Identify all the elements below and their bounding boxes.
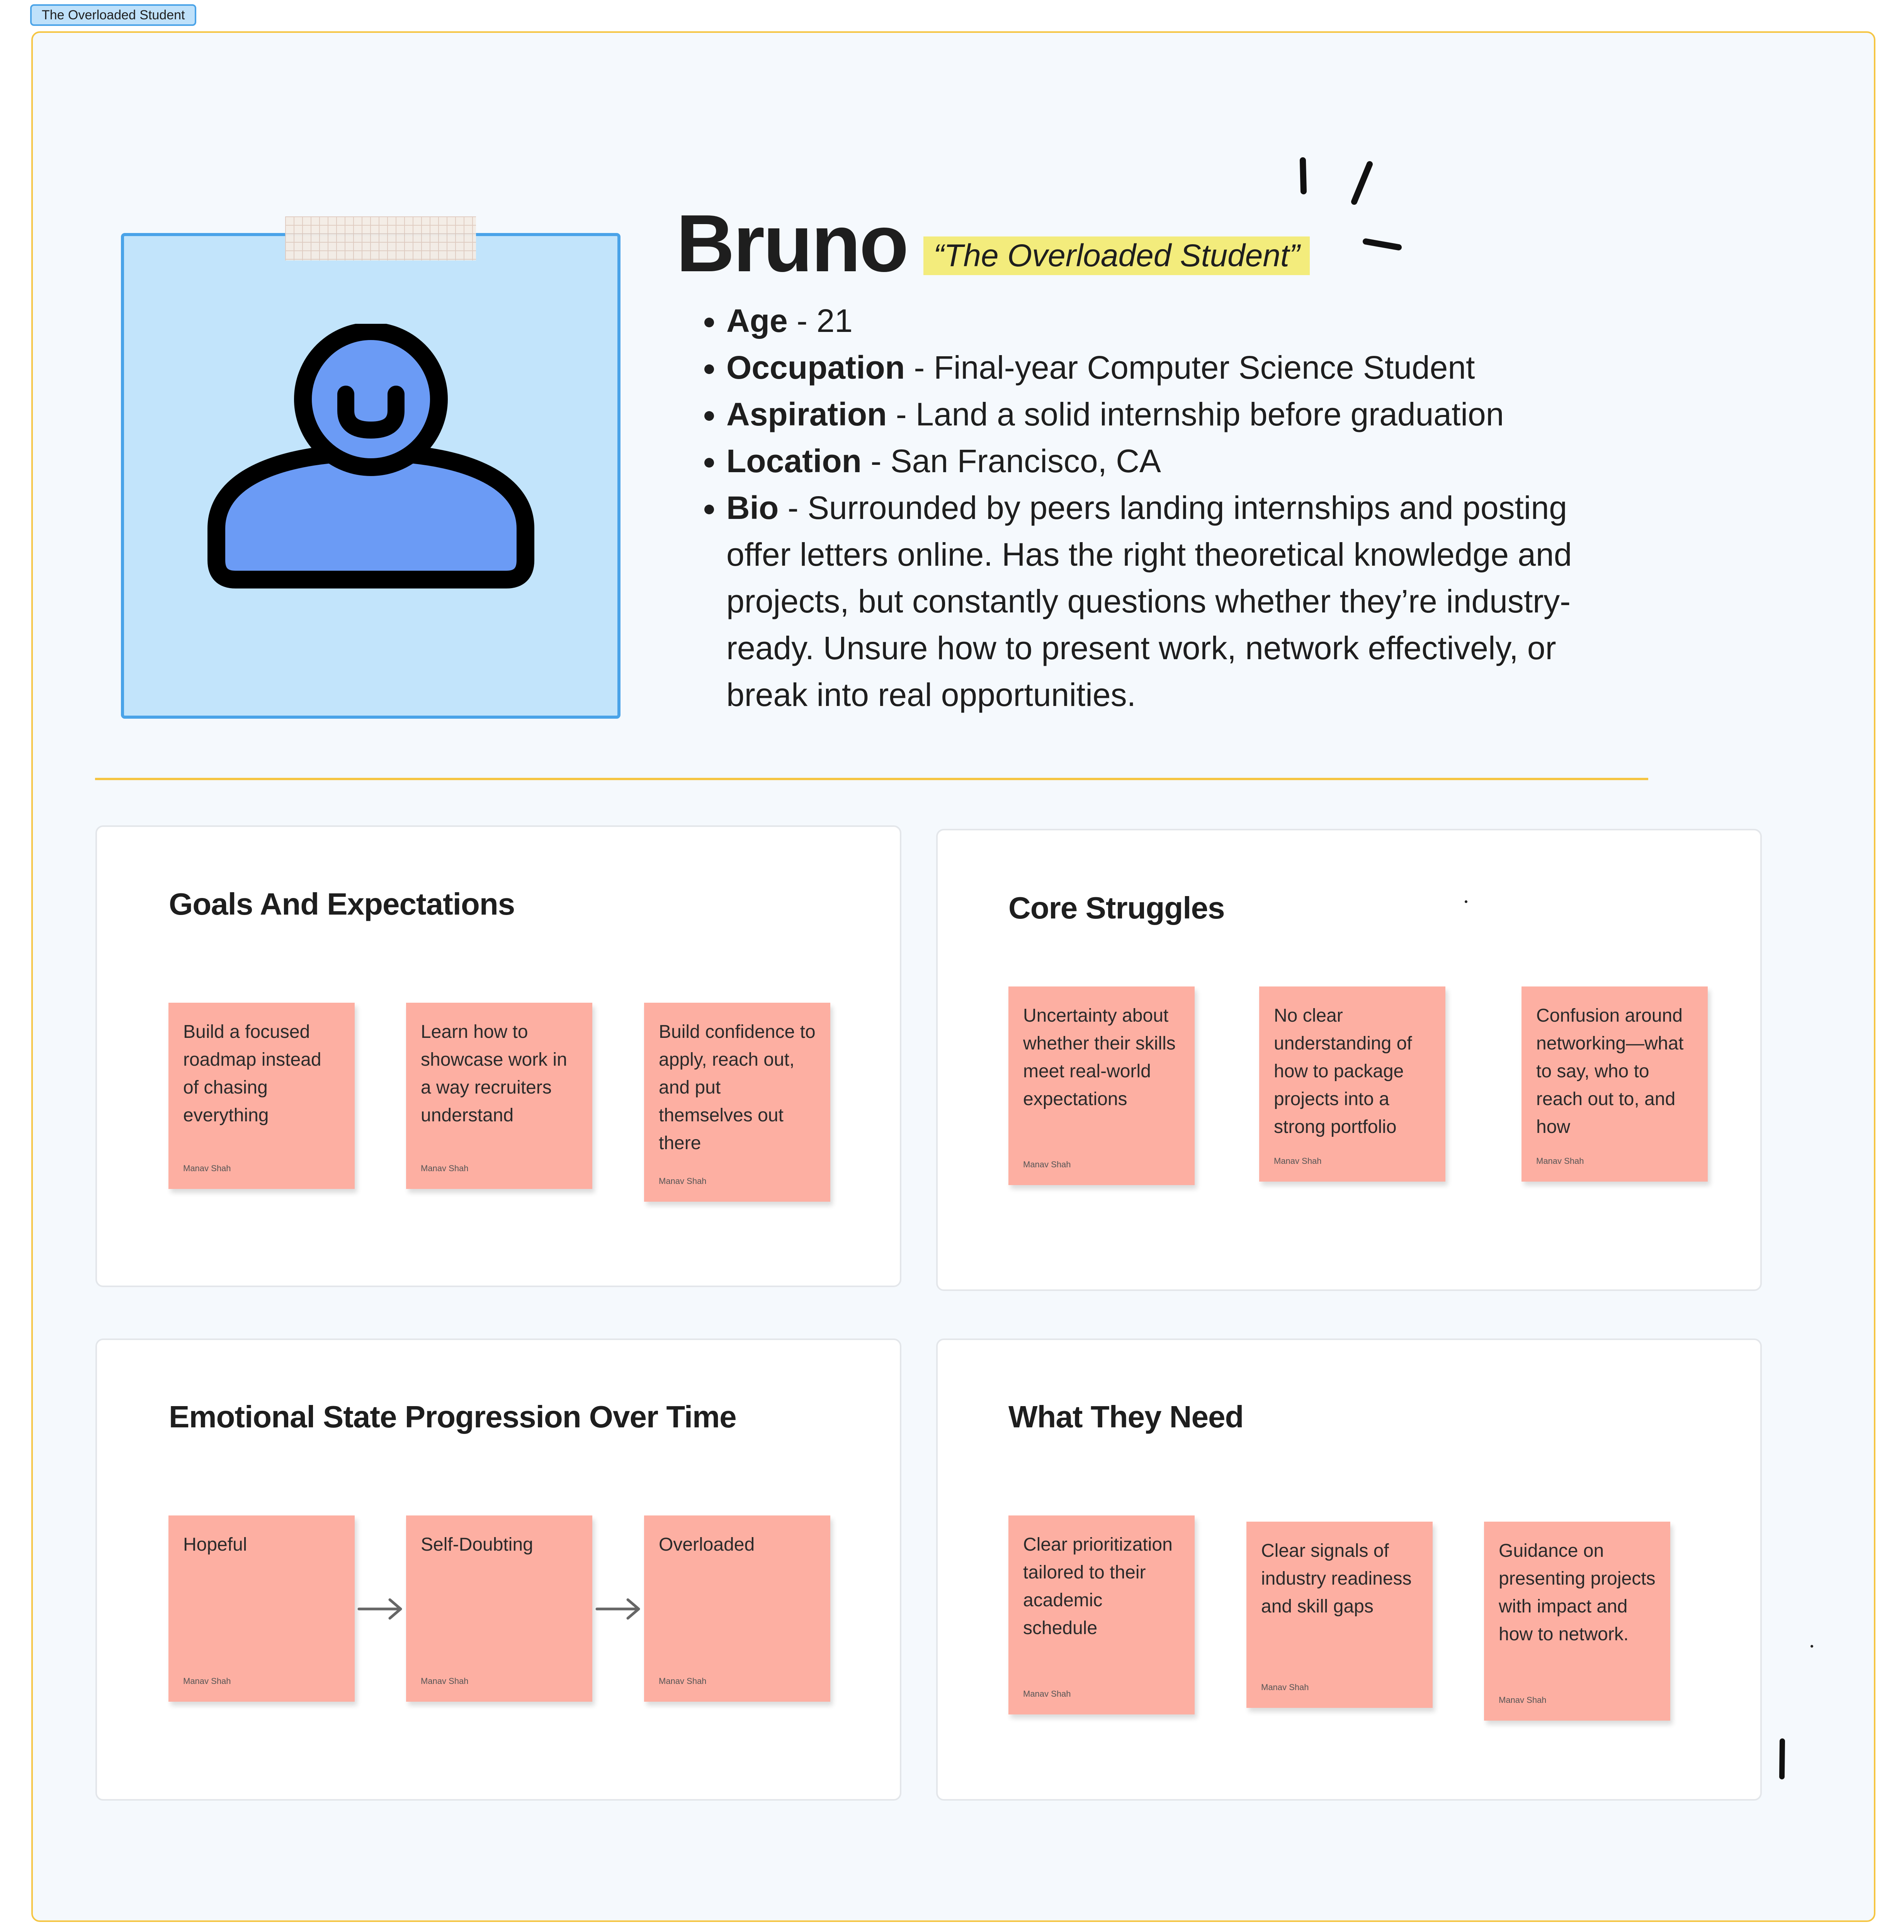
sticky-note-author: Manav Shah <box>1536 1156 1584 1166</box>
sticky-note-author: Manav Shah <box>1023 1160 1071 1169</box>
goals-title: Goals And Expectations <box>169 887 515 921</box>
sticky-note-author: Manav Shah <box>1261 1682 1309 1692</box>
persona-details-list <box>692 298 1634 718</box>
sticky-note-text: Hopeful <box>183 1534 247 1555</box>
sticky-note[interactable] <box>1522 986 1708 1182</box>
pen-stroke-doodle <box>1776 1738 1788 1781</box>
detail-occupation <box>726 344 1634 391</box>
sticky-note-author: Manav Shah <box>183 1163 231 1173</box>
detail-value: - Surrounded by peers landing internships and posting offer letters online. Has the right theoretical knowledge and projects, but constantly questions whether they’re industry-ready. Unsure how to present work, network effectively, or break into real opportunities. <box>726 490 1572 713</box>
sticky-note[interactable] <box>168 1515 355 1702</box>
pen-dot-doodle <box>1465 900 1467 903</box>
sticky-note-text: Clear signals of industry readiness and skill gaps <box>1261 1541 1412 1617</box>
arrow-right-icon <box>357 1597 404 1621</box>
sticky-note-text: Confusion around networking—what to say, who to reach out to, and how <box>1536 1005 1684 1137</box>
persona-name: Bruno <box>676 198 908 289</box>
detail-aspiration <box>726 391 1634 438</box>
sticky-note[interactable] <box>1259 986 1445 1182</box>
sticky-note[interactable] <box>644 1003 830 1202</box>
detail-value: - Land a solid internship before graduation <box>887 396 1504 432</box>
detail-label: Bio <box>726 490 779 526</box>
sticky-note[interactable] <box>1484 1522 1670 1721</box>
sticky-note-author: Manav Shah <box>1499 1695 1547 1705</box>
detail-location <box>726 438 1634 485</box>
sticky-note-author: Manav Shah <box>421 1163 469 1173</box>
detail-age <box>726 298 1634 344</box>
sticky-note-text: Clear prioritization tailored to their academic schedule <box>1023 1534 1173 1638</box>
detail-label: Location <box>726 443 862 479</box>
persona-tagline: “The Overloaded Student” <box>923 236 1310 275</box>
sticky-note[interactable] <box>1008 1515 1195 1714</box>
sticky-note-author: Manav Shah <box>659 1676 707 1686</box>
detail-value: - San Francisco, CA <box>862 443 1161 479</box>
sticky-note[interactable] <box>1008 986 1195 1185</box>
sticky-note-text: Self-Doubting <box>421 1534 533 1555</box>
frame-label[interactable]: The Overloaded Student <box>30 4 196 26</box>
person-avatar-icon <box>205 324 537 656</box>
sticky-note-text: No clear understanding of how to package projects into a strong portfolio <box>1274 1005 1412 1137</box>
sticky-note[interactable] <box>168 1003 355 1189</box>
arrow-right-icon <box>595 1597 642 1621</box>
detail-label: Age <box>726 303 788 339</box>
detail-label: Occupation <box>726 349 905 386</box>
sticky-note-text: Build confidence to apply, reach out, and put themselves out there <box>659 1022 816 1153</box>
sticky-note-author: Manav Shah <box>421 1676 469 1686</box>
section-divider <box>95 778 1648 780</box>
needs-title: What They Need <box>1008 1400 1244 1434</box>
sticky-note[interactable] <box>406 1003 592 1189</box>
emotions-title: Emotional State Progression Over Time <box>169 1400 736 1434</box>
struggles-title: Core Struggles <box>1008 891 1225 925</box>
sticky-note-author: Manav Shah <box>659 1176 707 1186</box>
sticky-note[interactable] <box>1246 1522 1433 1708</box>
sticky-note-text: Overloaded <box>659 1534 755 1555</box>
sticky-note-text: Guidance on presenting projects with impact and how to network. <box>1499 1541 1656 1645</box>
sticky-note-text: Learn how to showcase work in a way recruiters understand <box>421 1022 567 1126</box>
sticky-note-text: Build a focused roadmap instead of chasing everything <box>183 1022 321 1126</box>
pen-dot-doodle <box>1810 1645 1813 1648</box>
detail-value: - Final-year Computer Science Student <box>905 349 1475 386</box>
washi-tape-decoration <box>285 216 476 260</box>
sticky-note-author: Manav Shah <box>1274 1156 1322 1166</box>
sticky-note-author: Manav Shah <box>1023 1689 1071 1699</box>
sticky-note[interactable] <box>406 1515 592 1702</box>
detail-label: Aspiration <box>726 396 887 432</box>
sticky-note-author: Manav Shah <box>183 1676 231 1686</box>
sticky-note[interactable] <box>644 1515 830 1702</box>
sticky-note-text: Uncertainty about whether their skills meet real-world expectations <box>1023 1005 1176 1109</box>
sparkle-doodle-icon <box>1290 155 1406 259</box>
detail-bio <box>726 485 1634 718</box>
detail-value: - 21 <box>787 303 853 339</box>
